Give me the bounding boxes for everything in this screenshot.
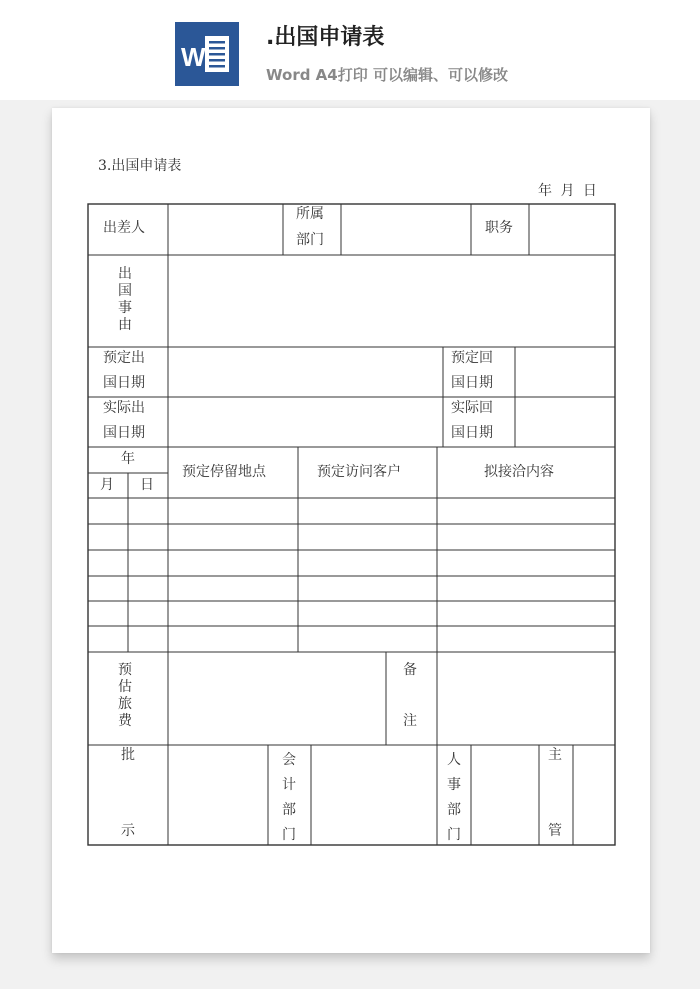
word-icon-letter: W [181,42,206,72]
vertical-char: 预 [118,662,132,678]
approval-label-bottom: 示 [121,823,135,839]
form-heading: 3.出国申请表 [98,158,182,174]
year-label: 年 [121,451,135,467]
vertical-char: 国 [118,283,132,299]
month-label: 月 [100,477,114,493]
supervisor-label-bottom: 管 [548,823,562,839]
actual-depart-label-line1: 实际出 [103,400,145,416]
vertical-char: 事 [118,300,132,316]
department-label-line2: 部门 [296,232,324,248]
vertical-char: 计 [282,777,296,793]
vertical-char: 估 [118,679,132,695]
accounting-dept-label [281,748,297,848]
planned-return-label-line1: 预定回 [451,350,493,366]
vertical-char: 由 [118,317,132,333]
visit-client-header: 预定访问客户 [317,464,401,480]
vertical-char: 部 [282,802,296,818]
stay-place-header: 预定停留地点 [182,464,266,480]
meeting-content-header: 拟接洽内容 [484,464,554,480]
approval-label-top: 批 [121,747,135,763]
estimated-cost-label [117,662,133,730]
vertical-char: 门 [447,827,461,843]
planned-return-label-line2: 国日期 [451,375,493,391]
vertical-char: 旅 [118,696,132,712]
planned-depart-label-line2: 国日期 [103,375,145,391]
remarks-label-bottom: 注 [403,713,417,729]
reason-label [117,266,133,334]
actual-depart-label-line2: 国日期 [103,425,145,441]
date-line: 年 月 日 [538,183,599,199]
document-title: .出国申请表 [266,25,385,50]
vertical-char: 事 [447,777,461,793]
day-label: 日 [140,477,154,493]
remarks-label-top: 备 [403,662,417,678]
position-label: 职务 [485,220,513,236]
actual-return-label-line1: 实际回 [451,400,493,416]
vertical-char: 会 [282,752,296,768]
vertical-char: 部 [447,802,461,818]
actual-return-label-line2: 国日期 [451,425,493,441]
traveler-label: 出差人 [103,220,145,236]
vertical-char: 人 [447,752,461,768]
document-subtitle: Word A4打印 可以编辑、可以修改 [266,66,508,84]
hr-dept-label [446,748,462,848]
vertical-char: 出 [118,266,132,282]
supervisor-label-top: 主 [548,747,562,763]
vertical-char: 门 [282,827,296,843]
vertical-char: 费 [118,713,132,729]
department-label-line1: 所属 [296,206,324,222]
planned-depart-label-line1: 预定出 [103,350,145,366]
